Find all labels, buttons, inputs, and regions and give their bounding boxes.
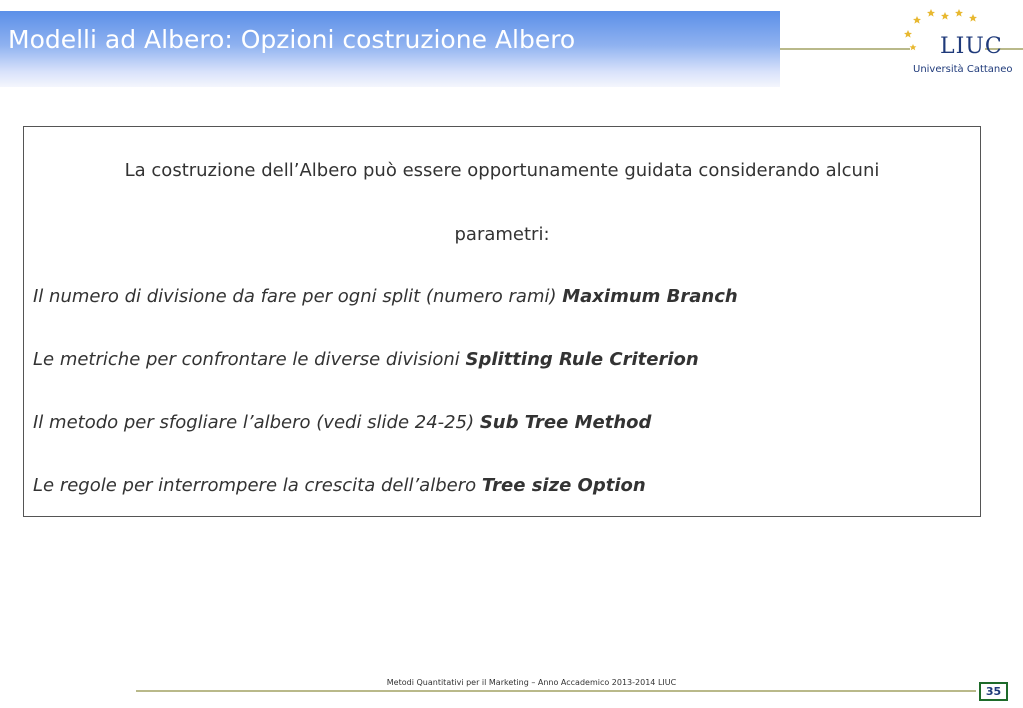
intro-line-1: La costruzione dell’Albero può essere opportunamente guidata considerando alcuni xyxy=(124,160,880,181)
content-box xyxy=(23,126,981,517)
header-divider xyxy=(780,48,910,50)
option-description: Le metriche per confrontare le diverse divisioni xyxy=(33,349,466,370)
option-item-splitting-rule xyxy=(33,349,699,370)
option-description: Il metodo per sfogliare l’albero (vedi slide 24-25) xyxy=(33,412,480,433)
option-term: Splitting Rule Criterion xyxy=(465,349,699,370)
logo-name: LIUC xyxy=(940,34,1003,59)
page-number: 35 xyxy=(979,682,1008,701)
option-description: Il numero di divisione da fare per ogni split (numero rami) xyxy=(33,286,563,307)
option-item-sub-tree-method xyxy=(33,412,651,433)
footer-text: Metodi Quantitativi per il Marketing – Anno Accademico 2013-2014 LIUC xyxy=(386,678,677,687)
logo-subtitle: Università Cattaneo xyxy=(913,64,1013,75)
intro-line-2: parametri: xyxy=(454,224,550,245)
slide-title: Modelli ad Albero: Opzioni costruzione Albero xyxy=(8,25,576,54)
option-term: Tree size Option xyxy=(481,475,646,496)
option-description: Le regole per interrompere la crescita dell’albero xyxy=(33,475,482,496)
option-item-maximum-branch xyxy=(33,286,738,307)
option-item-tree-size xyxy=(33,475,646,496)
option-term: Maximum Branch xyxy=(562,286,738,307)
option-term: Sub Tree Method xyxy=(479,412,652,433)
footer-divider xyxy=(136,690,976,692)
